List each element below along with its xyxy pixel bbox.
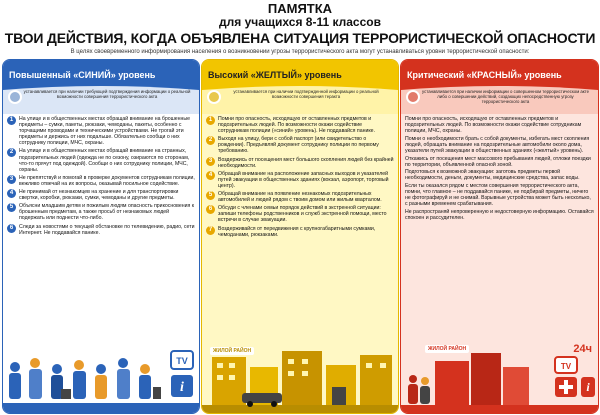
list-item: Подготовься к возможной эвакуации: заготовь предметы первой необходимости, деньги, документы, медицинские средства, запас воды. xyxy=(405,169,580,182)
gear-icon xyxy=(8,90,22,104)
red-level-subtitle: устанавливается при наличии информации о совершенном террористическом акте либо о совершении действий, создающих непосредственную угрозу террористического акта xyxy=(422,89,589,104)
red-level-list xyxy=(405,116,594,223)
residential-area-sign: ЖИЛОЙ РАЙОН xyxy=(425,345,469,353)
list-item: 6 Следи за новостями о текущей обстановке по телевидению, радио, сети Интернет. Не поддавайся панике. xyxy=(7,224,195,236)
list-item: Помни о необходимости брать с собой документы, избегать мест скопления людей, обращать внимание на подозрительные автомобили около дома, указатели путей эвакуации в общественных зданиях («желтый» уровень). xyxy=(405,135,590,154)
svg-text:i: i xyxy=(180,380,184,395)
gear-icon xyxy=(207,90,221,104)
list-item: 4 Не принимай от незнакомцев на хранение и для транспортировки свертки, коробки, рюкзаки, сумки, чемоданы и другие предметы. xyxy=(7,189,195,201)
item-number: 1 xyxy=(206,116,215,125)
people-crowd-illustration xyxy=(408,375,430,404)
residential-area-sign: ЖИЛОЙ РАЙОН xyxy=(210,347,254,355)
item-number: 3 xyxy=(206,157,215,166)
blue-level-list xyxy=(7,116,195,238)
buildings-illustration xyxy=(435,353,529,405)
red-level-title: Критический «КРАСНЫЙ» уровень xyxy=(407,70,562,80)
first-aid-icon xyxy=(555,377,577,397)
blue-scene-illustration xyxy=(3,343,199,413)
list-item: Помни про опасность, исходящую от оставленных предметов и подозрительных людей. По возможности окажи содействие сотрудникам полиции, МЧС, охраны. xyxy=(405,116,582,135)
item-number: 7 xyxy=(206,226,215,235)
blue-level-subtitle: устанавливается при наличии требующей подтверждения информации о реальной возможности совершения террористического акта xyxy=(23,89,191,99)
suitcase-icon xyxy=(153,387,161,399)
bag-icon xyxy=(61,389,71,399)
list-item: 2 Выходя на улицу, бери с собой паспорт (или свидетельство о рождении). Предъявляй документ сотруднику полиции по первому требованию. xyxy=(206,136,394,154)
red-scene-illustration xyxy=(401,343,598,413)
list-item: 6 Обсуди с членами семьи порядок действий в экстренной ситуации: запиши телефоны родственников и служб экстренной помощи, место встречи в случае эвакуации. xyxy=(206,205,394,223)
svg-text:TV: TV xyxy=(560,362,572,371)
blue-level-column xyxy=(2,59,200,414)
poster-headline: ТВОИ ДЕЙСТВИЯ, КОГДА ОБЪЯВЛЕНА СИТУАЦИЯ ТЕРРОРИСТИЧЕСКОЙ ОПАСНОСТИ xyxy=(4,30,596,46)
list-item: 2 На улице и в общественных местах обращай внимание на странных, подозрительных людей (одежда не по сезону, озираются по сторонам, что-то прячут под одеждой). Сообщи о них сотруднику полиции, МЧС, охраны. xyxy=(7,148,195,172)
list-item: Если ты оказался рядом с местом совершения террористического акта, помни, что главное – не поддавайся панике, не подбирай предметы, ничего не фотографируй и не снимай. Взрывные устройства может быть несколько, с разными временем срабатывания. xyxy=(405,182,591,208)
item-number: 5 xyxy=(206,191,215,200)
item-number: 3 xyxy=(7,175,16,184)
people-crowd-illustration xyxy=(9,358,161,399)
list-item: Не распространяй непроверенную и недостоверную информацию. Оставайся спокоен и рассудителен. xyxy=(405,208,594,221)
list-item: 5 Обращай внимание на появление незнакомых подозрительных автомобилей и людей рядом с твоим домом или жилым кварталом. xyxy=(206,191,394,203)
poster-title: ПАМЯТКА xyxy=(267,1,333,16)
suitcase-icon xyxy=(332,387,346,405)
yellow-level-column xyxy=(201,59,399,414)
list-item: 4 Обращай внимание на расположение запасных выходов и указателей путей эвакуации в общественных зданиях (вокзал, аэропорт, торговый центр). xyxy=(206,171,394,189)
list-item: 3 Воздержись от посещения мест большого скопления людей без крайней необходимости. xyxy=(206,157,394,169)
svg-text:TV: TV xyxy=(176,356,188,366)
red-level-column xyxy=(400,59,599,414)
list-item: 3 Не препятствуй и помогай в проверке документов сотрудникам полиции, вежливо отвечай на их вопросы, оказывай посильное содействие. xyxy=(7,175,195,187)
list-item: 1 Помни про опасность, исходящую от оставленных предметов и подозрительных людей. По возможности окажи содействие сотрудникам полиции («синий» уровень). Не поддавайся панике. xyxy=(206,116,394,134)
24-hours-badge: 24ч xyxy=(573,343,592,355)
poster-intro: В целях своевременного информирования населения о возникновении угрозы террористического акта могут устанавливаться уровни террористической опасности: xyxy=(70,49,530,55)
item-number: 4 xyxy=(7,189,16,198)
yellow-level-list xyxy=(206,116,394,240)
gear-icon xyxy=(406,90,420,104)
item-number: 6 xyxy=(7,224,16,233)
info-icon xyxy=(171,375,193,397)
list-item: 7 Воздерживайся от передвижения с крупногабаритными сумками, чемоданами, рюкзаками. xyxy=(206,226,394,238)
list-item: 1 На улице и в общественных местах обращай внимание на брошенные предметы – сумки, пакеты, рюкзаки, чемоданы, пакеты, особенно с торчащими проводами и техническими устройствами. Не трогай эти предметы и держись от них подальше. Обязательно сообщи о них сотруднику полиции, МЧС, охраны. xyxy=(7,116,195,146)
blue-level-title: Повышенный «СИНИЙ» уровень xyxy=(9,70,156,80)
item-number: 4 xyxy=(206,171,215,180)
yellow-level-subtitle: устанавливается при наличии подтвержденной информации о реальной возможности совершения теракта xyxy=(233,89,379,99)
yellow-level-title: Высокий «ЖЕЛТЫЙ» уровень xyxy=(208,70,342,80)
tv-icon xyxy=(555,357,577,373)
svg-text:i: i xyxy=(586,380,590,394)
item-number: 2 xyxy=(206,136,215,145)
info-icon xyxy=(581,377,595,397)
item-number: 6 xyxy=(206,205,215,214)
item-number: 1 xyxy=(7,116,16,125)
list-item: Откажись от посещения мест массового пребывания людей, отложи поездки по территории, объявленной опасной зоной. xyxy=(405,155,591,168)
item-number: 5 xyxy=(7,203,16,212)
item-number: 2 xyxy=(7,148,16,157)
list-item: 5 Объясни младшим детям и пожилым людям опасность прикосновения к брошенным предметам, а также просьб от незнакомых людей подержать или поднести что-либо. xyxy=(7,203,195,221)
poster-subtitle: для учащихся 8-11 классов xyxy=(219,15,381,29)
tv-icon xyxy=(171,351,193,369)
